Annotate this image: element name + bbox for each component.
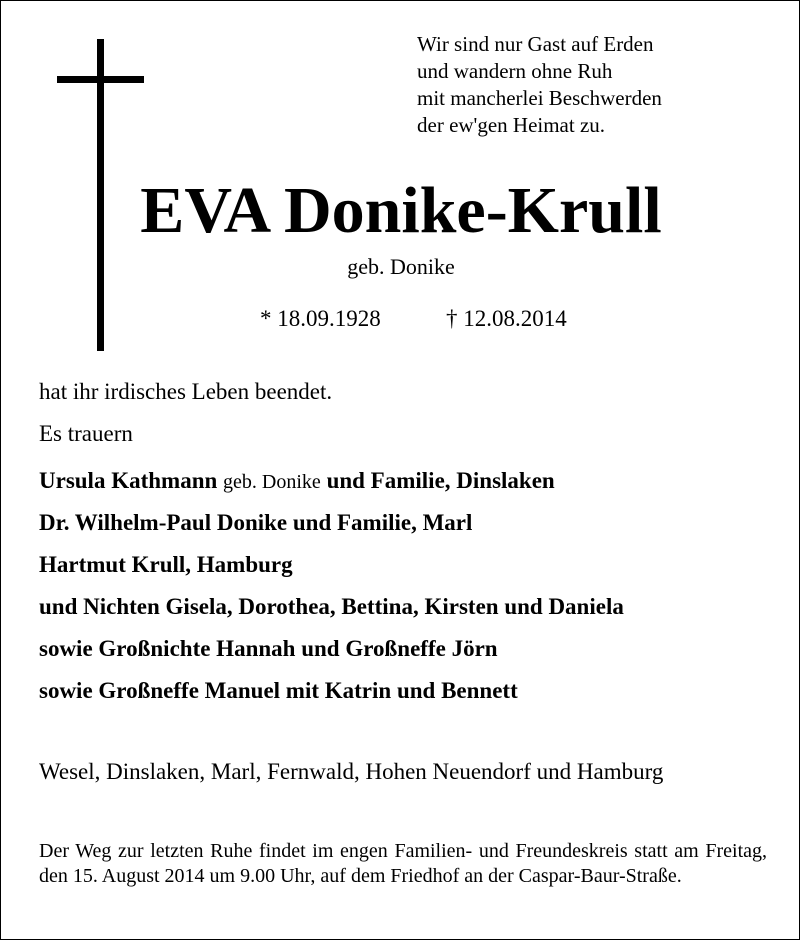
- maiden-name: geb. Donike: [347, 254, 455, 279]
- mourners-list: [39, 466, 624, 718]
- mourner-line: Hartmut Krull, Hamburg: [39, 552, 293, 577]
- poem-line: und wandern ohne Ruh: [417, 59, 613, 83]
- poem-line: mit mancherlei Beschwerden: [417, 86, 662, 110]
- death-date: † 12.08.2014: [446, 306, 567, 331]
- places: Wesel, Dinslaken, Marl, Fernwald, Hohen Neuendorf und Hamburg: [39, 759, 664, 784]
- funeral-info: Der Weg zur letzten Ruhe findet im engen Familien- und Freundeskreis statt am Freitag, den 15. August 2014 um 9.00 Uhr, auf dem Friedhof an der Caspar-Baur-Straße.: [39, 840, 767, 887]
- ended-text: hat ihr irdisches Leben beendet.: [39, 379, 333, 404]
- mourner-line: Dr. Wilhelm-Paul Donike und Familie, Marl: [39, 510, 473, 535]
- mourning-text: Es trauern: [39, 421, 133, 446]
- poem-line: der ew'gen Heimat zu.: [417, 113, 606, 137]
- mourner-line: [39, 466, 624, 508]
- birth-date: * 18.09.1928: [260, 306, 381, 331]
- mourner-line: und Nichten Gisela, Dorothea, Bettina, Kirsten und Daniela: [39, 594, 624, 619]
- poem: [417, 31, 662, 139]
- deceased-name: EVA Donike-Krull: [140, 174, 662, 247]
- mourner-line: sowie Großnichte Hannah und Großneffe Jörn: [39, 636, 498, 661]
- mourner-maiden-name: geb. Donike: [223, 471, 321, 493]
- poem-line: Wir sind nur Gast auf Erden: [417, 32, 654, 56]
- mourner-line: sowie Großneffe Manuel mit Katrin und Bennett: [39, 678, 518, 703]
- cross-icon-crossbar: [57, 76, 144, 83]
- mourner-suffix: und Familie, Dinslaken: [326, 468, 555, 493]
- mourner-name: Ursula Kathmann: [39, 468, 218, 493]
